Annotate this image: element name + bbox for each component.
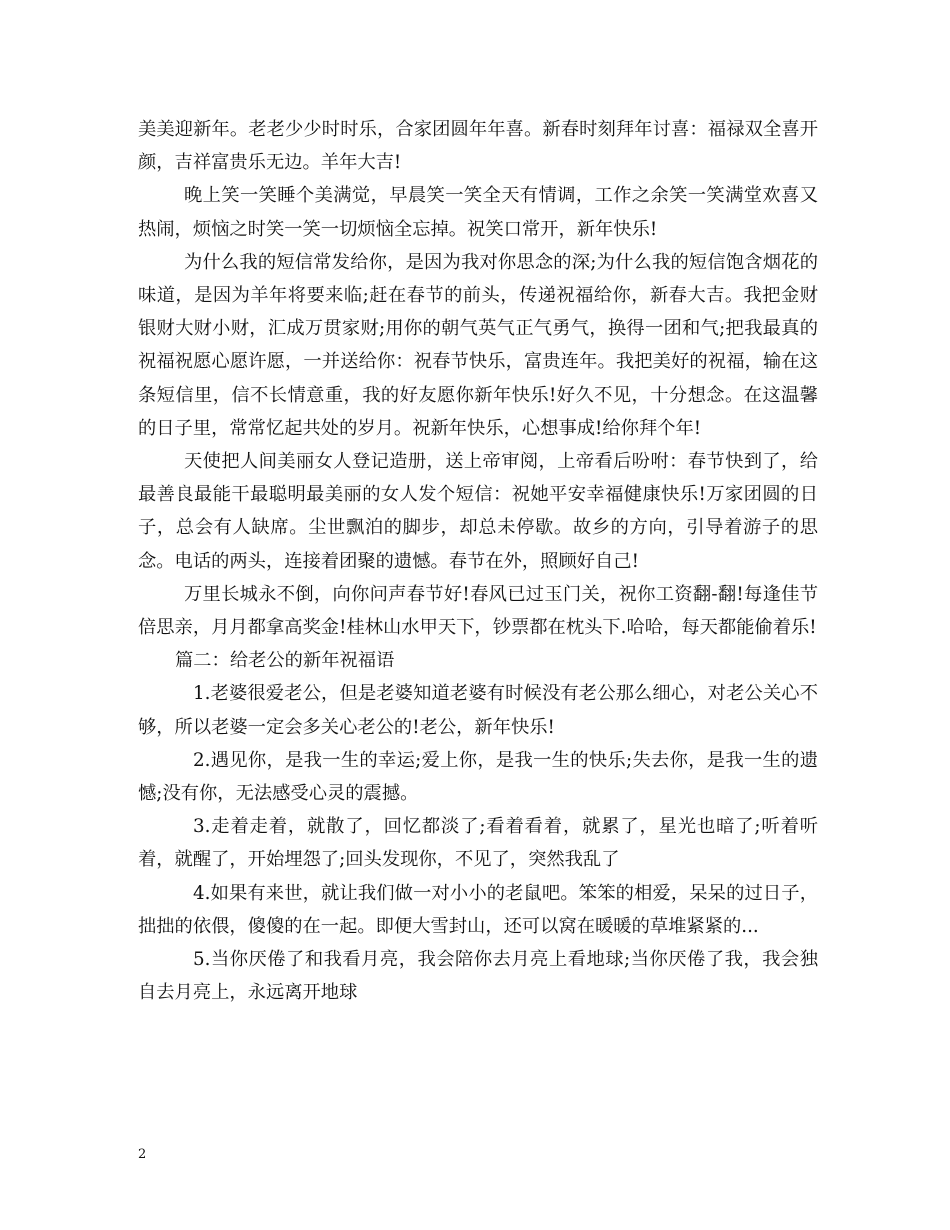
list-item: 2.遇见你，是我一生的幸运;爱上你，是我一生的快乐;失去你，是我一生的遗憾;没有你，无法感受心灵的震撼。 bbox=[138, 749, 818, 805]
page-number: 2 bbox=[138, 1147, 147, 1162]
paragraph: 为什么我的短信常发给你，是因为我对你思念的深;为什么我的短信饱含烟花的味道，是因为羊年将要来临;赶在春节的前头，传递祝福给你，新春大吉。我把金财银财大财小财，汇成万贯家财;用你的朝气英气正气勇气，换得一团和气;把我最真的祝福祝愿心愿许愿，一并送给你：祝春节快乐，富贵连年。我把美好的祝福，输在这条短信里，信不长情意重，我的好友愿你新年快乐!好久不见，十分想念。在这温馨的日子里，常常忆起共处的岁月。祝新年快乐，心想事成!给你拜个年! bbox=[138, 251, 818, 439]
document-body bbox=[138, 113, 818, 1009]
section-heading: 篇二：给老公的新年祝福语 bbox=[175, 650, 395, 672]
list-item: 3.走着走着，就散了，回忆都淡了;看着看着，就累了，星光也暗了;听着听着，就醒了，开始埋怨了;回头发现你，不见了，突然我乱了 bbox=[138, 816, 818, 871]
paragraph: 天使把人间美丽女人登记造册，送上帝审阅，上帝看后吩咐：春节快到了，给最善良最能干最聪明最美丽的女人发个短信：祝她平安幸福健康快乐!万家团圆的日子，总会有人缺席。尘世飘泊的脚步，却总未停歇。故乡的方向，引导着游子的思念。电话的两头，连接着团聚的遗憾。春节在外，照顾好自己! bbox=[138, 451, 818, 572]
list-item: 1.老婆很爱老公，但是老婆知道老婆有时候没有老公那么细心，对老公关心不够，所以老婆一定会多关心老公的!老公，新年快乐! bbox=[138, 683, 818, 738]
paragraph: 美美迎新年。老老少少时时乐，合家团圆年年喜。新春时刻拜年讨喜：福禄双全喜开颜，吉祥富贵乐无边。羊年大吉! bbox=[138, 119, 818, 174]
list-item: 5.当你厌倦了和我看月亮，我会陪你去月亮上看地球;当你厌倦了我，我会独自去月亮上，永远离开地球 bbox=[138, 949, 818, 1004]
paragraph: 万里长城永不倒，向你问声春节好!春风已过玉门关，祝你工资翻-翻!每逢佳节倍思亲，月月都拿高奖金!桂林山水甲天下，钞票都在枕头下.哈哈，每天都能偷着乐! bbox=[138, 583, 818, 639]
list-item: 4.如果有来世，就让我们做一对小小的老鼠吧。笨笨的相爱，呆呆的过日子，拙拙的依偎，傻傻的在一起。即便大雪封山，还可以窝在暖暖的草堆紧紧的... bbox=[138, 882, 818, 937]
paragraph: 晚上笑一笑睡个美满觉，早晨笑一笑全天有情调，工作之余笑一笑满堂欢喜又热闹，烦恼之时笑一笑一切烦恼全忘掉。祝笑口常开，新年快乐! bbox=[138, 185, 818, 240]
